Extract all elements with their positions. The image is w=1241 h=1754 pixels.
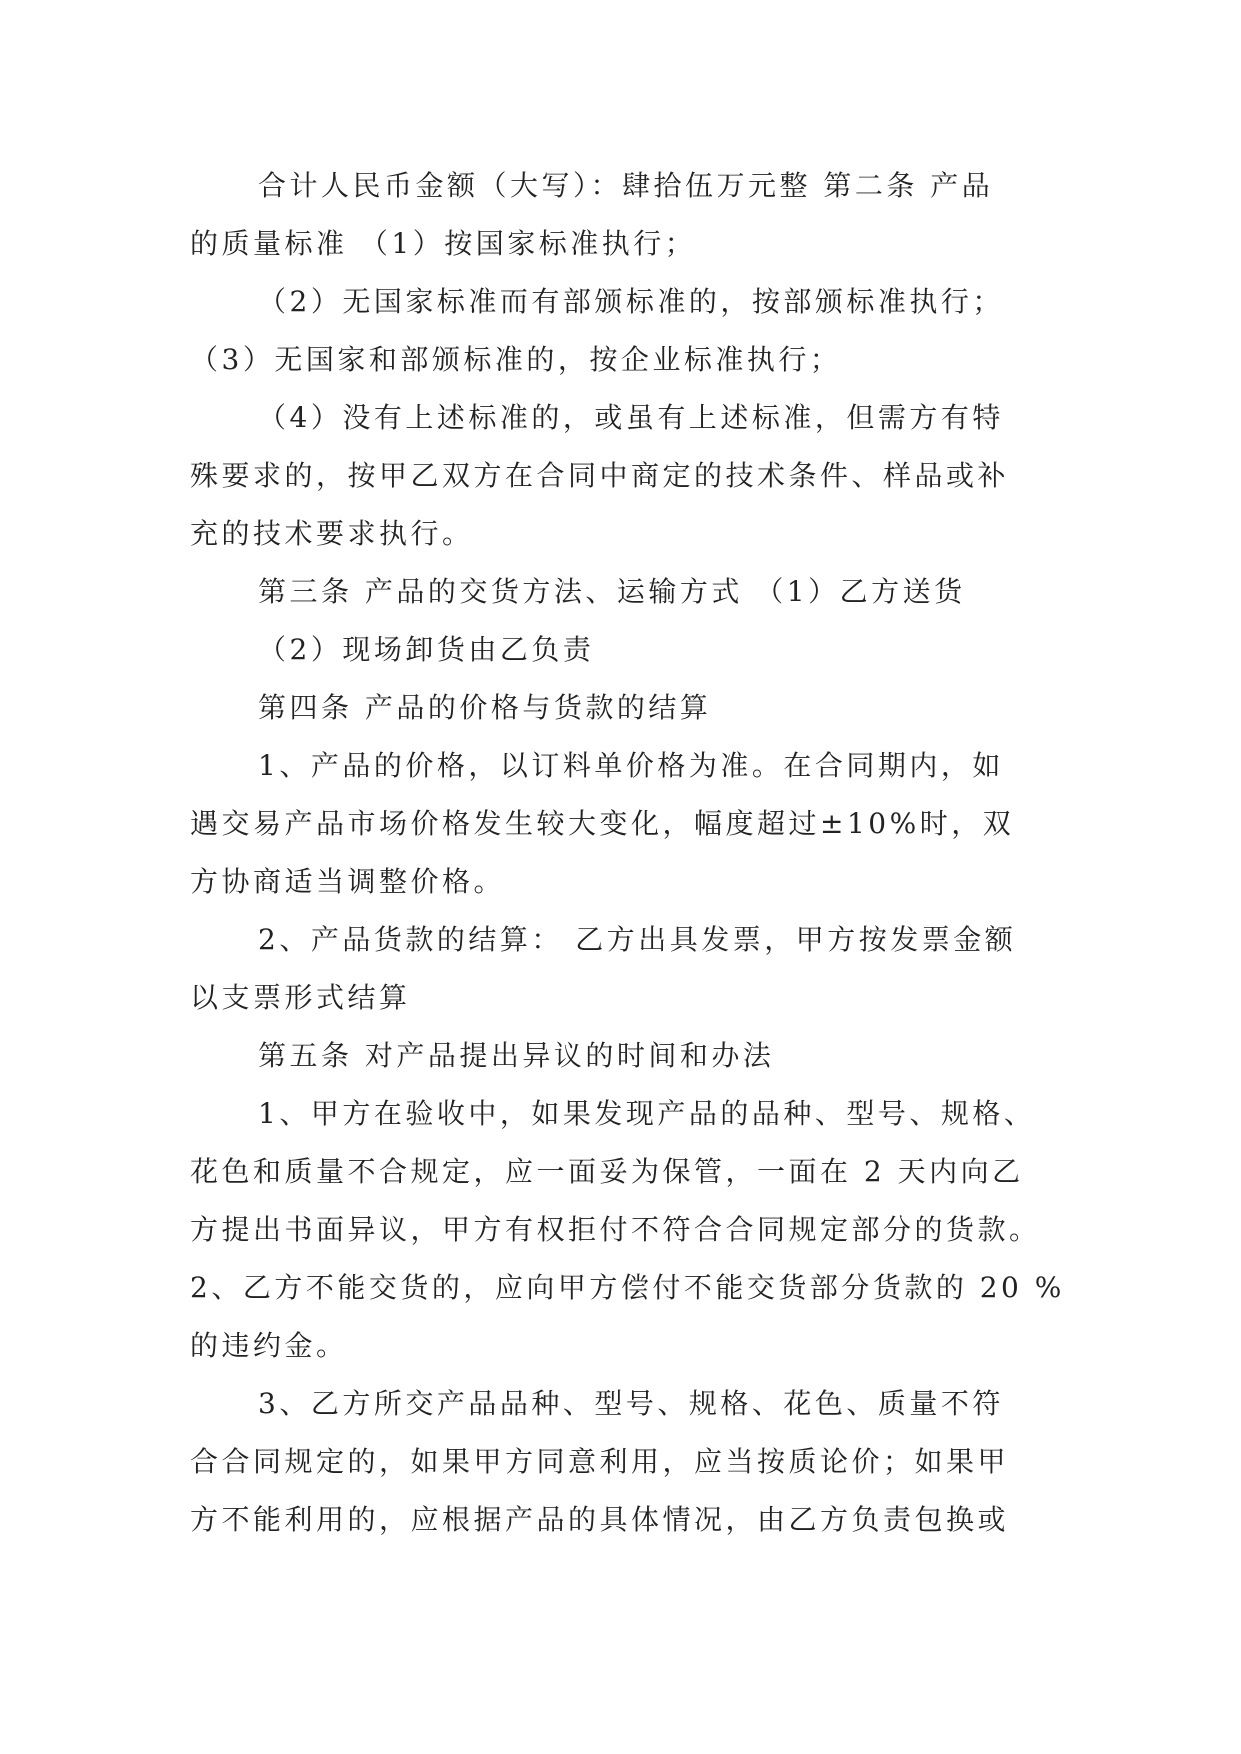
text-line: 殊要求的，按甲乙双方在合同中商定的技术条件、样品或补	[190, 459, 1010, 492]
text-line: 充的技术要求执行。	[190, 517, 474, 550]
text-line: 3、乙方所交产品品种、型号、规格、花色、质量不符	[258, 1387, 1004, 1420]
text-line: 第四条 产品的价格与货款的结算	[258, 691, 712, 724]
text-line: （2）现场卸货由乙负责	[258, 633, 595, 666]
text-line: 方不能利用的，应根据产品的具体情况，由乙方负责包换或	[190, 1503, 1010, 1536]
text-line: 第三条 产品的交货方法、运输方式 （1）乙方送货	[258, 575, 966, 608]
text-line: （2）无国家标准而有部颁标准的，按部颁标准执行；	[258, 285, 1004, 318]
text-line: 1、产品的价格，以订料单价格为准。在合同期内，如	[258, 749, 1004, 782]
text-line: 1、甲方在验收中，如果发现产品的品种、型号、规格、	[258, 1097, 1036, 1130]
text-line: 2、产品货款的结算： 乙方出具发票，甲方按发票金额	[258, 923, 1017, 956]
text-line: 的质量标准 （1）按国家标准执行；	[190, 227, 697, 260]
text-line: 第五条 对产品提出异议的时间和办法	[258, 1039, 775, 1072]
text-line: 合计人民币金额（大写）：肆拾伍万元整 第二条 产品	[258, 169, 994, 202]
text-line: （4）没有上述标准的，或虽有上述标准，但需方有特	[258, 401, 1004, 434]
text-line: 方提出书面异议，甲方有权拒付不符合合同规定部分的货款。	[190, 1213, 1041, 1246]
text-line: 2、乙方不能交货的，应向甲方偿付不能交货部分货款的 20 %	[190, 1271, 1065, 1304]
text-line: 以支票形式结算	[190, 981, 411, 1014]
text-line: 的违约金。	[190, 1329, 348, 1362]
text-line: 遇交易产品市场价格发生较大变化，幅度超过±10%时，双	[190, 807, 1015, 840]
text-line: 花色和质量不合规定，应一面妥为保管，一面在 2 天内向乙	[190, 1155, 1024, 1188]
text-line: （3）无国家和部颁标准的，按企业标准执行；	[190, 343, 842, 376]
text-line: 方协商适当调整价格。	[190, 865, 506, 898]
text-line: 合合同规定的，如果甲方同意利用，应当按质论价；如果甲	[190, 1445, 1010, 1478]
